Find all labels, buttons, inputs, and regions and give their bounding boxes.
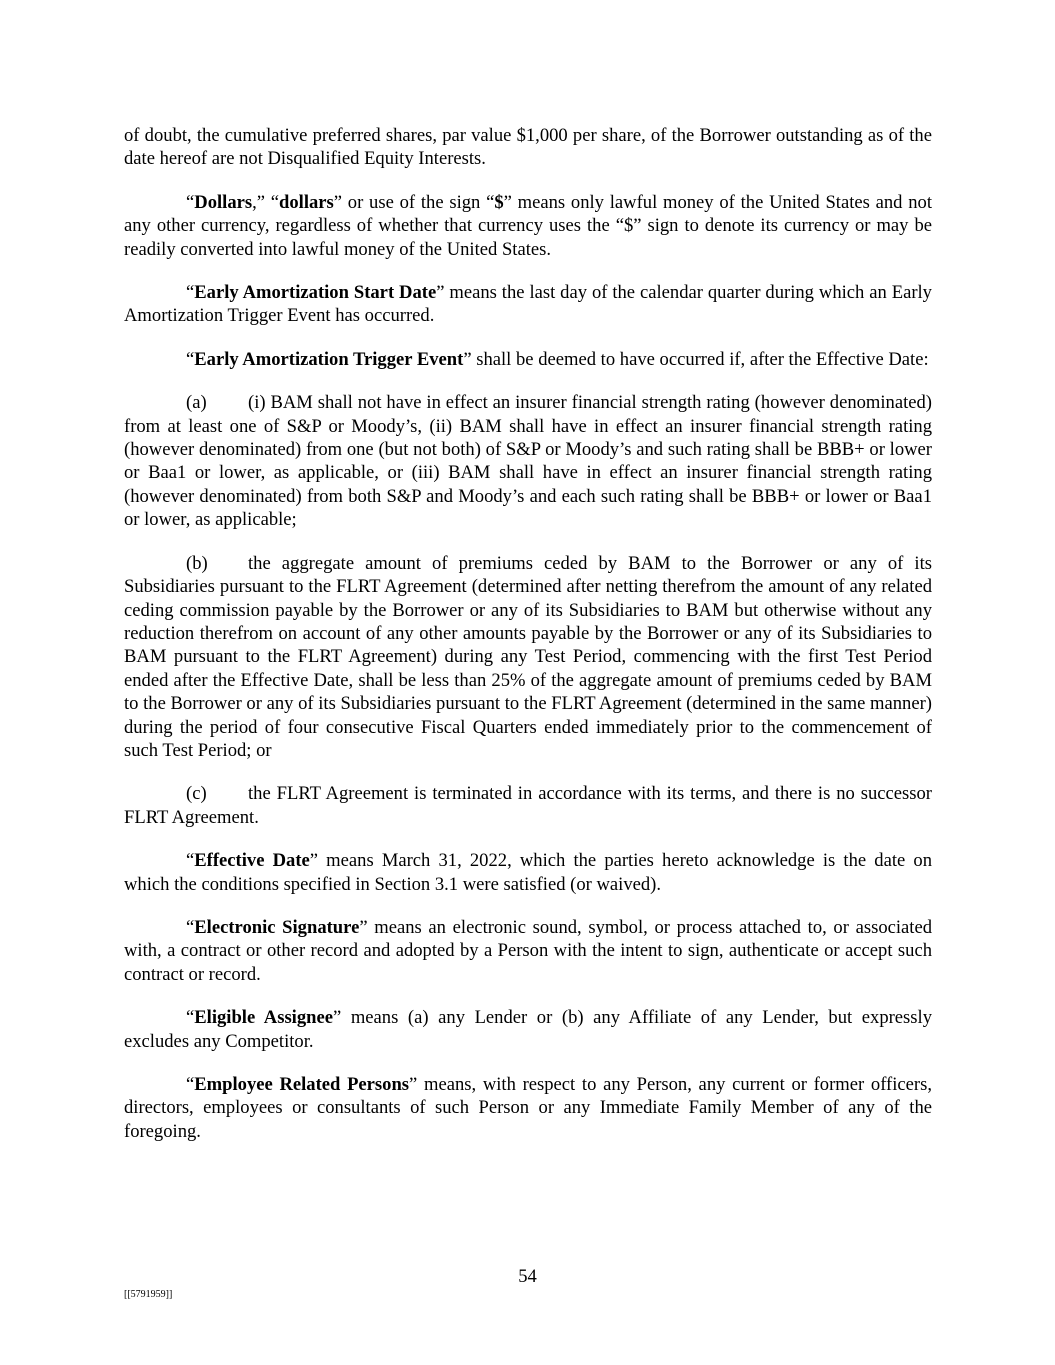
defined-term: Employee Related Persons	[194, 1074, 410, 1095]
page-number: 54	[518, 1266, 537, 1287]
definition-text: ” means (a) any Lender or (b) any Affiliate of any Lender, but expressly excludes any Competitor.	[124, 1007, 932, 1052]
definition-text: ” means the last day of the calendar quarter during which an Early Amortization Trigger Event has occurred.	[124, 282, 932, 327]
document-id: [[5791959]]	[124, 1289, 173, 1300]
clause-c	[124, 782, 932, 829]
clause-b	[124, 552, 932, 763]
clause-text: the FLRT Agreement is terminated in accordance with its terms, and there is no successor FLRT Agreement.	[124, 783, 932, 828]
definition-dollars	[124, 191, 932, 261]
open-quote: “	[186, 191, 195, 213]
clause-text: (i) BAM shall not have in effect an insurer financial strength rating (however denominated) from at least one of S&P or Moody’s, (ii) BAM shall have in effect an insurer financial strength rating (however denominated) from one (but not both) of S&P or Moody’s and such rating shall be BBB+ or lower or Baa1 or lower, as applicable, or (iii) BAM shall have in effect an insurer financial strength rating (however denominated) from both S&P and Moody’s and each such rating shall be BBB+ or lower or Baa1 or lower, as applicable;	[124, 392, 932, 531]
defined-term: Effective Date	[194, 850, 310, 872]
definition-employee-related-persons	[124, 1073, 932, 1143]
defined-term-dollars-lower: dollars	[279, 191, 334, 213]
definition-effective-date	[124, 849, 932, 896]
definition-text: ” means March 31, 2022, which the parties hereto acknowledge is the date on which the conditions specified in Section 3.1 were satisfied (or waived).	[124, 850, 932, 895]
clause-text: the aggregate amount of premiums ceded by BAM to the Borrower or any of its Subsidiaries pursuant to the FLRT Agreement (determined after netting therefrom the amount of any related ceding commission payable by the Borrower or any of its Subsidiaries to BAM but otherwise without any reduction therefrom on account of any other amounts payable by the Borrower or any of its Subsidiaries to BAM pursuant to the FLRT Agreement) during any Test Period, commencing with the first Test Period ended after the Effective Date, shall be less than 25% of the aggregate amount of premiums ceded by BAM to the Borrower or any of its Subsidiaries pursuant to the FLRT Agreement (determined in the same manner) during the period of four consecutive Fiscal Quarters ended immediately prior to the commencement of such Test Period; or	[124, 552, 932, 761]
defined-term: Early Amortization Start Date	[194, 282, 437, 304]
open-quote: “	[186, 1074, 195, 1095]
clause-a	[124, 391, 932, 531]
open-quote: “	[186, 916, 195, 938]
defined-term-sign: $	[494, 191, 504, 213]
definition-early-amortization-trigger-event	[124, 348, 932, 371]
open-quote: “	[186, 850, 195, 872]
clause-label: (a)	[186, 392, 207, 414]
defined-term: Early Amortization Trigger Event	[194, 348, 464, 370]
open-quote: “	[186, 1007, 195, 1029]
definition-text: ” means, with respect to any Person, any current or former officers, directors, employees or consultants of such Person or any Immediate Family Member of any of the foregoing.	[124, 1074, 932, 1142]
paragraph-continued: of doubt, the cumulative preferred shares, par value $1,000 per share, of the Borrower outstanding as of the date hereof are not Disqualified Equity Interests.	[124, 125, 932, 170]
defined-term: Eligible Assignee	[194, 1007, 333, 1029]
clause-label: (c)	[186, 783, 207, 805]
open-quote: “	[186, 348, 195, 370]
clause-label: (b)	[186, 552, 208, 574]
definition-electronic-signature	[124, 916, 932, 986]
definition-text: ” means an electronic sound, symbol, or process attached to, or associated with, a contract or other record and adopted by a Person with the intent to sign, authenticate or accept such contract or record.	[124, 916, 933, 985]
document-body	[124, 124, 932, 1163]
punct: ,” “	[252, 191, 280, 213]
defined-term: Electronic Signature	[194, 916, 360, 938]
punct: ” or use of the sign “	[333, 191, 495, 213]
definition-text: ” shall be deemed to have occurred if, after the Effective Date:	[463, 348, 929, 370]
definition-text: ” means only lawful money of the United States and not any other currency, regardless of whether that currency uses the “$” sign to denote its currency or may be readily converted into lawful money of the United States.	[124, 191, 932, 260]
definition-early-amortization-start-date	[124, 281, 932, 328]
defined-term-dollars: Dollars	[194, 191, 253, 213]
definition-eligible-assignee	[124, 1006, 932, 1053]
open-quote: “	[186, 282, 195, 304]
